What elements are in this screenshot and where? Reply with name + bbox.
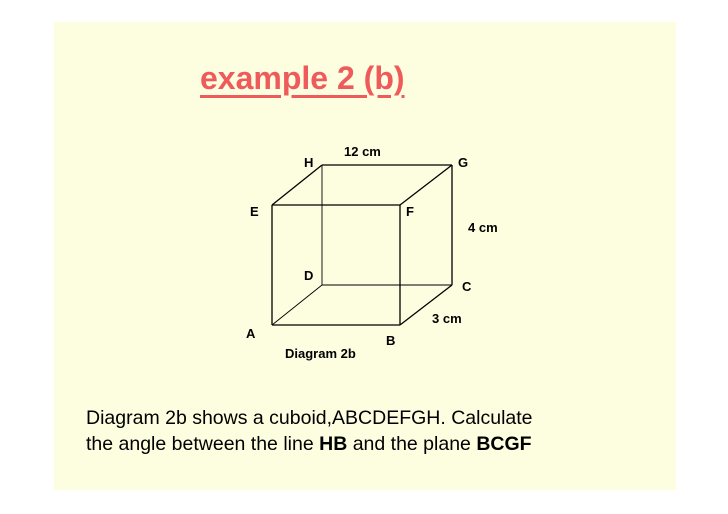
edge-fg: [400, 165, 452, 205]
diagram-caption: Diagram 2b: [285, 346, 356, 361]
edge-ad: [272, 285, 322, 325]
question-line-2-mid: and the plane: [347, 433, 477, 455]
question-line-1: Diagram 2b shows a cuboid,ABCDEFGH. Calculate: [86, 407, 533, 429]
dimension-length-label: 12 cm: [344, 144, 381, 159]
edge-eh: [272, 165, 322, 205]
question-text: [86, 405, 533, 457]
question-plane-bcgf: BCGF: [476, 433, 532, 455]
vertex-label-e: E: [250, 204, 259, 219]
slide-title: example 2 (b): [200, 60, 405, 96]
dimension-height-label: 4 cm: [468, 220, 498, 235]
dimension-width-label: 3 cm: [432, 311, 462, 326]
vertex-label-c: C: [462, 279, 472, 294]
vertex-label-a: A: [246, 326, 256, 341]
question-line-hb: HB: [319, 433, 348, 455]
vertex-label-h: H: [304, 155, 314, 170]
vertex-label-f: F: [406, 204, 414, 219]
vertex-label-g: G: [458, 155, 469, 170]
vertex-label-d: D: [304, 268, 314, 283]
vertex-label-b: B: [386, 333, 396, 348]
question-line-2-prefix: the angle between the line: [86, 433, 320, 455]
